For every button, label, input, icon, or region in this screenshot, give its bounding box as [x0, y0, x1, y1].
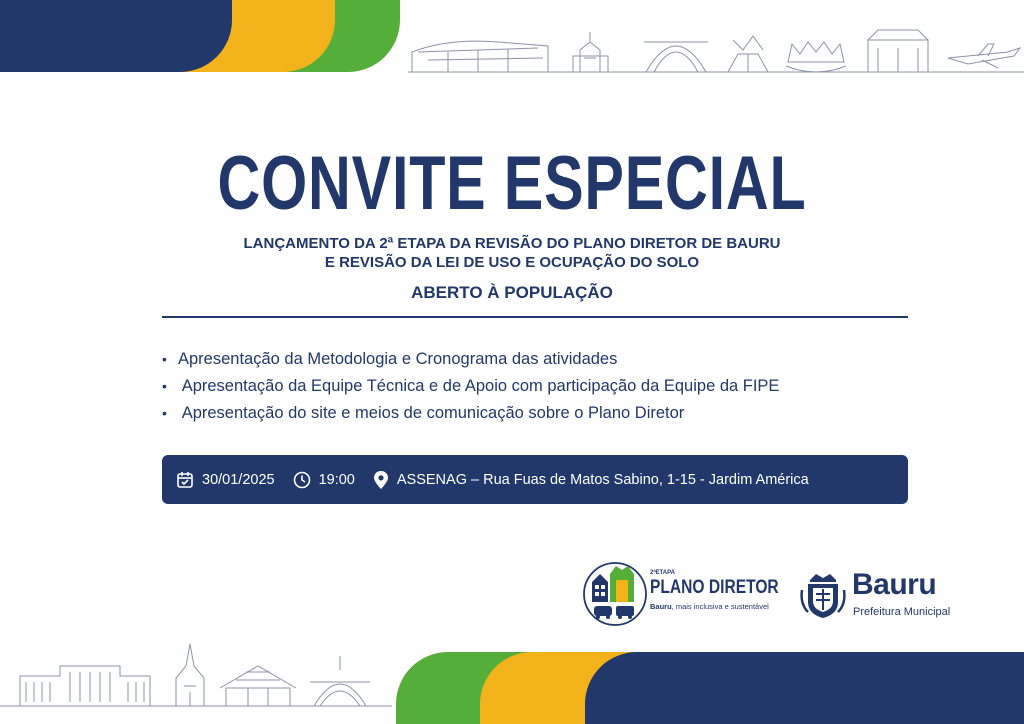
city-skyline-bottom [0, 636, 392, 724]
bullet-icon: • [162, 351, 167, 367]
prefeitura-bauru-logo [800, 568, 960, 624]
event-location-text: ASSENAG – Rua Fuas de Matos Sabino, 1-15 - Jardim América [396, 471, 809, 488]
clock-icon [293, 471, 311, 489]
agenda-item: • Apresentação do site e meios de comunicação sobre o Plano Diretor [162, 400, 779, 427]
page-title: CONVITE ESPECIAL [217, 141, 807, 226]
event-time [293, 471, 355, 489]
agenda-item: • Apresentação da Metodologia e Cronograma das atividades [162, 346, 779, 373]
agenda-item: • Apresentação da Equipe Técnica e de Apoio com participação da Equipe da FIPE [162, 373, 779, 400]
event-date-text: 30/01/2025 [202, 471, 275, 488]
city-coat-of-arms-icon [800, 572, 846, 620]
subtitle-line-2: E REVISÃO DA LEI DE USO E OCUPAÇÃO DO SOLO [324, 254, 700, 271]
plano-diretor-logo [582, 558, 782, 628]
map-pin-icon [373, 471, 389, 489]
subtitle-line-1: LANÇAMENTO DA 2ª ETAPA DA REVISÃO DO PLANO DIRETOR DE BAURU [243, 235, 781, 252]
event-location [373, 471, 809, 489]
city-hall-label: Prefeitura Municipal [853, 606, 951, 618]
plano-tagline: Bauru, mais inclusiva e sustentável [650, 602, 769, 611]
bottom-navy-stripe [585, 652, 1024, 724]
plano-stage-label: 2ªETAPA [650, 570, 676, 576]
city-skyline-top [408, 22, 1024, 74]
agenda-list [162, 346, 779, 427]
event-date [176, 471, 275, 489]
event-subtitle [0, 234, 1024, 272]
plano-name-label: PLANO DIRETOR [650, 577, 779, 598]
bullet-icon: • [162, 378, 167, 394]
plano-diretor-emblem-icon [582, 558, 648, 628]
calendar-icon [176, 471, 194, 489]
event-info-bar [162, 455, 908, 504]
divider-line [162, 316, 908, 318]
event-time-text: 19:00 [318, 471, 355, 488]
bullet-icon: • [162, 405, 167, 421]
top-navy-stripe [0, 0, 232, 72]
open-to-public-label: ABERTO À POPULAÇÃO [411, 283, 613, 302]
city-name: Bauru [852, 568, 937, 601]
